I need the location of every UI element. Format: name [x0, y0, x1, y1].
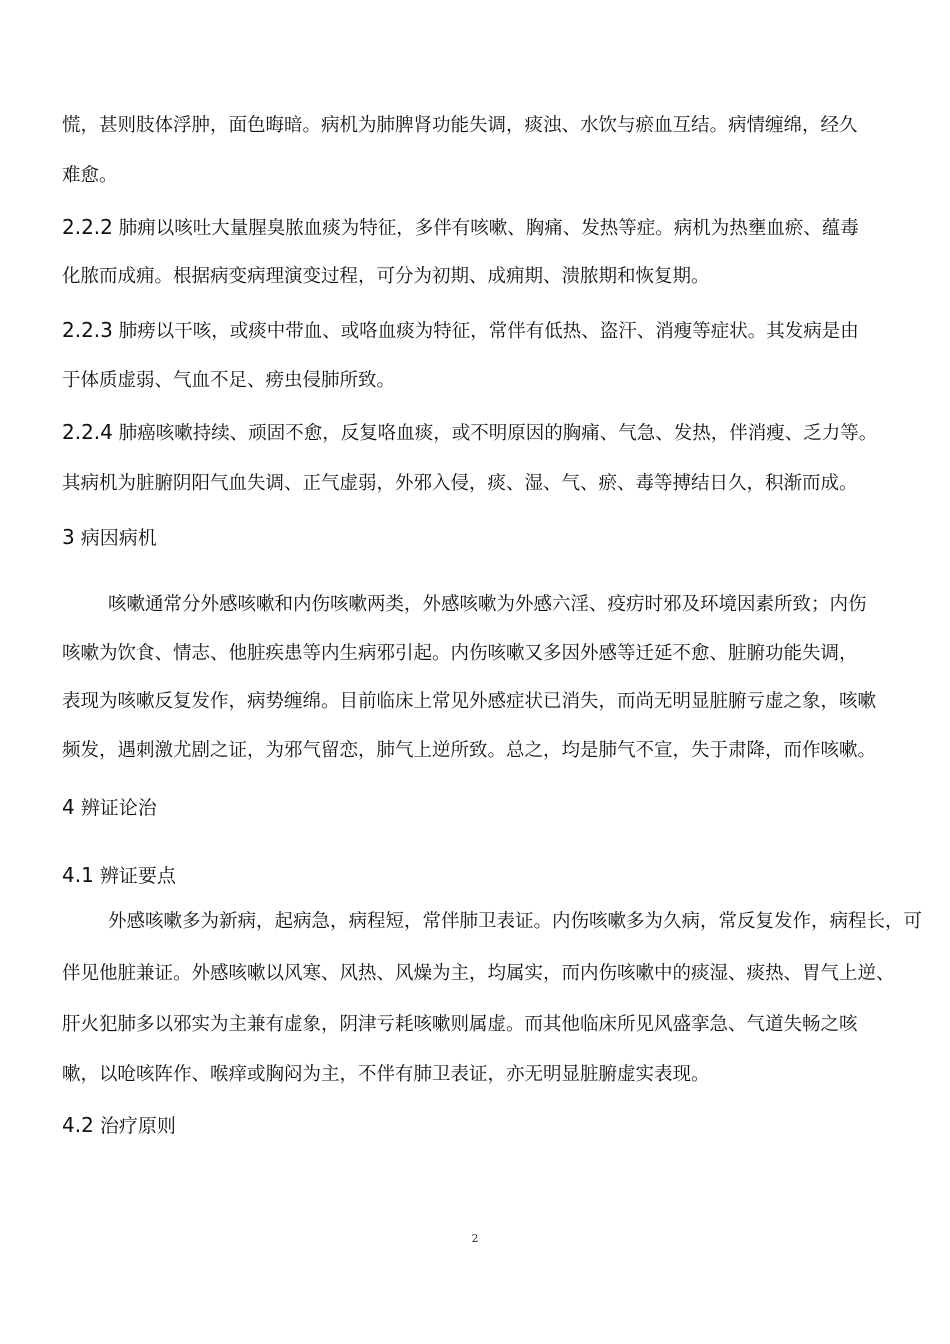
paragraph-line: 慌，甚则肢体浮肿，面色晦暗。病机为肺脾肾功能失调，痰浊、水饮与瘀血互结。病情缠绵，经久 [62, 115, 858, 136]
paragraph-line: 2.2.2 肺痈以咳吐大量腥臭脓血痰为特征，多伴有咳嗽、胸痛、发热等症。病机为热壅血瘀、蕴毒 [62, 215, 859, 239]
paragraph-line: 于体质虚弱、气血不足、痨虫侵肺所致。 [62, 370, 396, 391]
section-heading: 4 辨证论治 [62, 795, 157, 819]
paragraph-line: 2.2.4 肺癌咳嗽持续、顽固不愈，反复咯血痰，或不明原因的胸痛、气急、发热，伴消瘦、乏力等。 [62, 420, 878, 444]
section-heading: 4.1 辨证要点 [62, 863, 176, 887]
page-number: 2 [471, 1232, 479, 1245]
paragraph-line: 化脓而成痈。根据病变病理演变过程，可分为初期、成痈期、溃脓期和恢复期。 [62, 266, 710, 287]
paragraph-line: 嗽，以呛咳阵作、喉痒或胸闷为主，不伴有肺卫表证，亦无明显脏腑虚实表现。 [62, 1064, 710, 1085]
section-heading: 4.2 治疗原则 [62, 1113, 176, 1137]
paragraph-line: 肝火犯肺多以邪实为主兼有虚象，阴津亏耗咳嗽则属虚。而其他临床所见风盛挛急、气道失畅之咳 [62, 1014, 858, 1035]
paragraph-line: 伴见他脏兼证。外感咳嗽以风寒、风热、风燥为主，均属实，而内伤咳嗽中的痰湿、痰热、胃气上逆、 [62, 963, 895, 984]
paragraph-line: 咳嗽为饮食、情志、他脏疾患等内生病邪引起。内伤咳嗽又多因外感等迁延不愈、脏腑功能失调， [62, 643, 858, 664]
paragraph-line: 2.2.3 肺痨以干咳，或痰中带血、或咯血痰为特征，常伴有低热、盗汗、消瘦等症状。其发病是由 [62, 318, 859, 342]
section-number: 2.2.3 [62, 318, 113, 342]
section-number: 2.2.4 [62, 420, 113, 444]
section-heading: 3 病因病机 [62, 525, 157, 549]
paragraph-line: 外感咳嗽多为新病，起病急，病程短，常伴肺卫表证。内伤咳嗽多为久病，常反复发作，病程长，可 [108, 911, 923, 932]
paragraph-line: 频发，遇刺激尤剧之证，为邪气留恋，肺气上逆所致。总之，均是肺气不宣，失于肃降，而作咳嗽。 [62, 740, 877, 761]
paragraph-line: 其病机为脏腑阴阳气血失调、正气虚弱，外邪入侵，痰、湿、气、瘀、毒等搏结日久，积渐而成。 [62, 473, 858, 494]
paragraph-line: 难愈。 [62, 165, 118, 186]
section-number: 2.2.2 [62, 215, 113, 239]
paragraph-line: 咳嗽通常分外感咳嗽和内伤咳嗽两类，外感咳嗽为外感六淫、疫疠时邪及环境因素所致；内伤 [108, 594, 867, 615]
paragraph-line: 表现为咳嗽反复发作，病势缠绵。目前临床上常见外感症状已消失，而尚无明显脏腑亏虚之象，咳嗽 [62, 691, 877, 712]
